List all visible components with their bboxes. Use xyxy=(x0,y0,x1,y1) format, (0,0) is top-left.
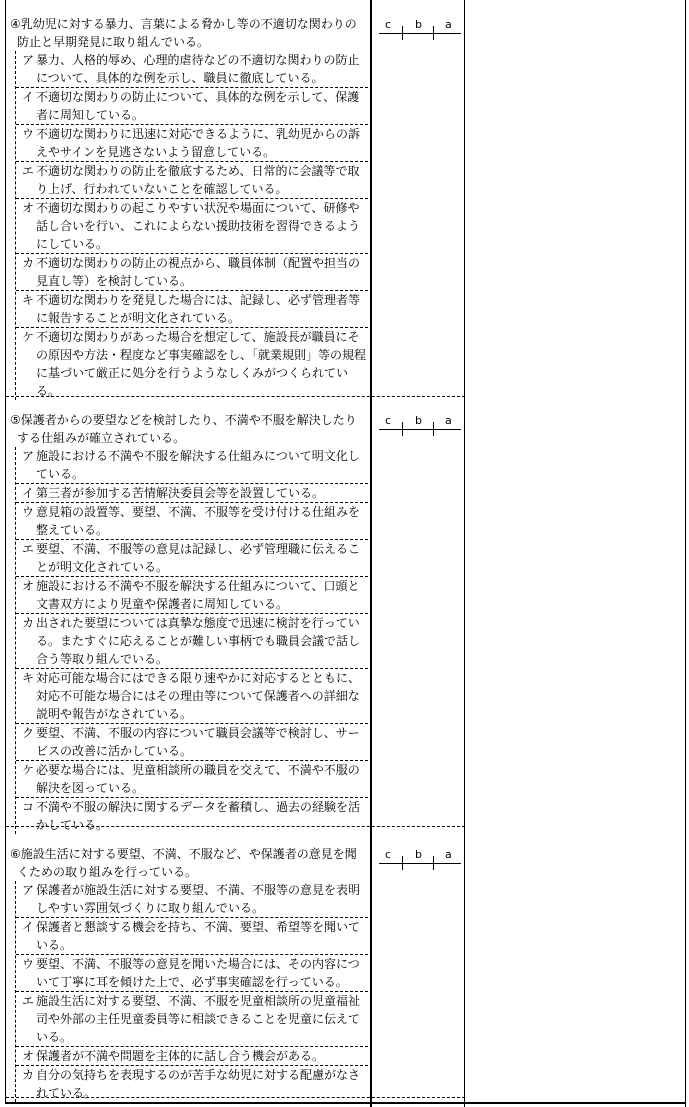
checklist-item xyxy=(16,797,368,834)
checklist-item xyxy=(16,87,368,124)
item-marker: ウ xyxy=(22,127,35,141)
item-text: 第三者が参加する苦情解決委員会等を設置している。 xyxy=(36,486,325,500)
item-marker: ア xyxy=(22,53,35,67)
item-text: 要望、不満、不服等の意見は記録し、必ず管理職に伝えることが明文化されている。 xyxy=(36,542,361,574)
item-marker: オ xyxy=(22,1049,35,1063)
checklist xyxy=(15,881,368,1102)
criterion-title-line2: する仕組みが確立されている。 xyxy=(17,431,186,445)
checklist-item xyxy=(16,760,368,797)
item-text: 不適切な関わりの防止の視点から、職員体制（配置や担当の見直し等）を検討している。 xyxy=(36,256,361,288)
rating-scale[interactable] xyxy=(379,18,461,48)
item-marker: キ xyxy=(22,293,35,307)
item-marker: エ xyxy=(22,164,35,178)
item-text: 施設における不満や不服を解決する仕組みについて明文化している。 xyxy=(36,449,360,481)
item-marker: コ xyxy=(22,800,35,814)
rating-label-a: a xyxy=(445,18,452,31)
criterion-title xyxy=(10,15,368,51)
checklist-item xyxy=(16,723,368,760)
item-text: 不適切な関わりがあった場合を想定して、施設長が職員にその原因や方法・程度など事実確認をし、「就業規則」等の規程に基づいて厳正に処分を行うようなしくみがつくられている。 xyxy=(36,330,367,398)
checklist-item xyxy=(16,1065,368,1102)
rating-scale-tick xyxy=(433,422,434,436)
rating-label-b: b xyxy=(415,414,422,427)
item-text: 保護者が不満や問題を主体的に話し合う機会がある。 xyxy=(36,1049,325,1063)
checklist-item xyxy=(16,576,368,613)
item-marker: イ xyxy=(22,90,35,104)
checklist-item xyxy=(16,447,368,483)
item-text: 不満や不服の解決に関するデータを蓄積し、過去の経験を活かしている。 xyxy=(36,800,361,832)
checklist-item xyxy=(16,502,368,539)
rating-scale-tick xyxy=(433,856,434,870)
checklist-item xyxy=(16,954,368,991)
item-marker: イ xyxy=(22,486,35,500)
item-marker: ウ xyxy=(22,505,35,519)
checklist-item xyxy=(16,290,368,327)
item-marker: イ xyxy=(22,920,35,934)
item-text: 施設生活に対する要望、不満、不服を児童相談所の児童福祉司や外部の主任児童委員等に相談できることを児童に伝えている。 xyxy=(36,994,361,1044)
rating-scale-tick xyxy=(402,856,403,870)
item-marker: オ xyxy=(22,201,35,215)
rating-scale-line xyxy=(379,429,461,430)
checklist-item xyxy=(16,198,368,253)
item-text: 不適切な関わりの防止について、具体的な例を示して、保護者に周知している。 xyxy=(36,90,360,122)
item-text: 不適切な関わりの起こりやすい状況や場面について、研修や話し合いを行い、これによらない援助技術を習得できるようにしている。 xyxy=(36,201,361,251)
checklist-item xyxy=(16,483,368,502)
item-marker: カ xyxy=(22,1068,35,1082)
item-marker: カ xyxy=(22,616,35,630)
checklist-item xyxy=(16,124,368,161)
rating-scale-tick xyxy=(433,26,434,40)
item-marker: ア xyxy=(22,449,35,463)
rating-label-c: c xyxy=(385,848,392,861)
item-text: 保護者が施設生活に対する要望、不満、不服等の意見を表明しやすい雰囲気づくりに取り組んでいる。 xyxy=(36,883,361,915)
criterion-title-line1: ⑥施設生活に対する要望、不満、不服など、や保護者の意見を聞 xyxy=(10,847,357,861)
item-text: 要望、不満、不服の内容について職員会議等で検討し、サービスの改善に活かしている。 xyxy=(36,726,360,758)
item-marker: ウ xyxy=(22,957,35,971)
item-marker: キ xyxy=(22,671,35,685)
rating-label-b: b xyxy=(415,18,422,31)
table-bottom-border xyxy=(5,1102,686,1104)
item-text: 不適切な関わりを発見した場合には、記録し、必ず管理者等に報告することが明文化されている。 xyxy=(36,293,361,325)
table-right-border xyxy=(685,0,686,1107)
rating-scale-tick xyxy=(402,26,403,40)
checklist-item xyxy=(16,51,368,87)
rating-scale[interactable] xyxy=(379,848,461,878)
item-marker: エ xyxy=(22,994,35,1008)
item-marker: オ xyxy=(22,579,35,593)
checklist-item xyxy=(16,917,368,954)
criterion-title xyxy=(10,845,368,881)
checklist xyxy=(15,51,368,400)
rating-scale-tick xyxy=(402,422,403,436)
checklist-item xyxy=(16,881,368,917)
rating-scale-line xyxy=(379,863,461,864)
checklist-item xyxy=(16,991,368,1046)
item-text: 要望、不満、不服等の意見を聞いた場合には、その内容について丁寧に耳を傾けた上で、必ず事実確認を行っている。 xyxy=(36,957,360,989)
column-divider-main xyxy=(370,0,372,1107)
item-text: 必要な場合には、児童相談所の職員を交えて、不満や不服の解決を図っている。 xyxy=(36,763,360,795)
rating-scale[interactable] xyxy=(379,414,461,444)
column-divider-rating xyxy=(464,0,465,1107)
rating-label-a: a xyxy=(445,414,452,427)
rating-label-a: a xyxy=(445,848,452,861)
item-text: 不適切な関わりの防止を徹底するため、日常的に会議等で取り上げ、行われていないことを確認している。 xyxy=(36,164,360,196)
rating-label-c: c xyxy=(385,18,392,31)
item-text: 自分の気持ちを表現するのが苦手な幼児に対する配慮がなされている。 xyxy=(36,1068,361,1100)
criterion-title-line1: ⑤保護者からの要望などを検討したり、不満や不服を解決したり xyxy=(10,413,357,427)
item-text: 暴力、人格的辱め、心理的虐待などの不適切な関わりの防止について、具体的な例を示し、職員に徹底している。 xyxy=(36,53,360,85)
item-marker: ク xyxy=(22,726,35,740)
criterion-title-line2: くための取り組みを行っている。 xyxy=(17,865,198,879)
item-marker: ア xyxy=(22,883,35,897)
checklist-item xyxy=(16,1046,368,1065)
checklist-item xyxy=(16,327,368,400)
item-text: 意見箱の設置等、要望、不満、不服等を受け付ける仕組みを整えている。 xyxy=(36,505,361,537)
criterion-section-5 xyxy=(10,411,368,834)
item-marker: ケ xyxy=(22,763,35,777)
checklist-item xyxy=(16,668,368,723)
checklist-item xyxy=(16,539,368,576)
criterion-title xyxy=(10,411,368,447)
item-marker: エ xyxy=(22,542,35,556)
checklist-item xyxy=(16,161,368,198)
item-text: 出された要望については真摯な態度で迅速に検討を行っている。またすぐに応えることが難しい事柄でも職員会議で話し合う等取り組んでいる。 xyxy=(36,616,361,666)
item-text: 保護者と懇談する機会を持ち、不満、要望、希望等を聞いている。 xyxy=(36,920,361,952)
item-text: 対応可能な場合にはできる限り速やかに対応するとともに、対応不可能な場合にはその理由等について保護者への詳細な説明や報告がなされている。 xyxy=(36,671,361,721)
rating-label-c: c xyxy=(385,414,392,427)
criterion-title-line1: ④乳幼児に対する暴力、言葉による脅かし等の不適切な関わりの xyxy=(10,17,357,31)
rating-label-b: b xyxy=(415,848,422,861)
rating-scale-line xyxy=(379,33,461,34)
item-text: 施設における不満や不服を解決する仕組みについて、口頭と文書双方により児童や保護者に周知している。 xyxy=(36,579,360,611)
table-left-border xyxy=(5,0,6,1103)
criterion-section-6 xyxy=(10,845,368,1102)
checklist-item xyxy=(16,253,368,290)
item-marker: カ xyxy=(22,256,35,270)
checklist xyxy=(15,447,368,834)
criterion-section-4 xyxy=(10,15,368,400)
criterion-title-line2: 防止と早期発見に取り組んでいる。 xyxy=(17,35,210,49)
item-text: 不適切な関わりに迅速に対応できるように、乳幼児からの訴えやサインを見逃さないよう留意している。 xyxy=(36,127,361,159)
checklist-item xyxy=(16,613,368,668)
item-marker: ケ xyxy=(22,330,35,344)
